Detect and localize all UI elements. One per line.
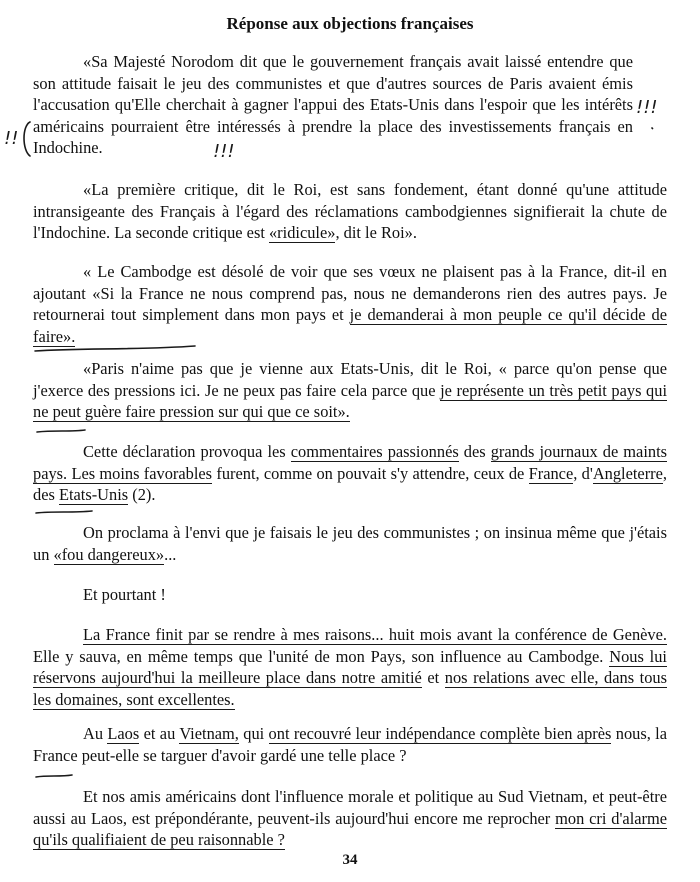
text-run: Et nos amis américains dont l'influence morale et politique au Sud Vietnam, et peut-être aussi au Laos, est prépondérante, peuvent-ils aujourd'hui encore me reprocher [33, 787, 667, 828]
text-run: qui [238, 724, 269, 743]
text-run: et [421, 668, 445, 687]
paragraph-9 [33, 723, 667, 766]
paragraph-3 [33, 261, 667, 347]
underlined-text: «fou dangereux» [53, 544, 165, 564]
text-run: furent, comme on pouvait s'y attendre, ceux de [212, 463, 529, 483]
handwritten-bracket [24, 122, 30, 156]
paragraph-7: Et pourtant ! [83, 585, 166, 604]
paragraph-4 [33, 358, 667, 423]
paragraph-8 [33, 624, 667, 710]
text-run: Elle y sauva, en même temps que l'unité de mon Pays, son influence au Cambodge. [33, 646, 610, 666]
handwritten-exclamations-right: !!! [636, 97, 658, 118]
paragraph-4-text: «Paris n'aime pas que je vienne aux Etats-Unis, dit le Roi, « parce qu'on pense que j'exerce des pressions ici. Je ne peux pas faire cela parce que [33, 359, 667, 400]
text-run: et au [139, 724, 180, 743]
underlined-text: France [528, 463, 574, 483]
handwritten-dash [36, 775, 72, 777]
paragraph-1: «Sa Majesté Norodom dit que le gouvernement français avait laissé entendre que son attitude faisait le jeu des communistes et que d'autres sources de Paris avaient émis l'accusation qu'Elle cherchait à gagner l'appui des Etats-Unis dans l'espoir que les intérêts américains pourraient être intéressés à prendre la place des investissements français en Indochine. [33, 52, 633, 157]
handwritten-dash [37, 430, 85, 432]
underlined-text: Laos [107, 724, 140, 743]
paragraph-10 [33, 786, 667, 851]
paragraph-2-text: «La première critique, dit le Roi, est sans fondement, étant donné qu'une attitude intransigeante des Français à l'égard des réclamations cambodgiennes signifierait la chute de l'Indochine. La seconde critique est [33, 180, 667, 242]
underlined-text: je demanderai à mon peuple ce qu'il décide de faire». [33, 305, 667, 346]
paragraph-6 [33, 522, 667, 565]
text-run: nous, la France peut-elle se targuer d'avoir gardé une telle place ? [33, 724, 667, 765]
underlined-text: mon cri d'alarme qu'ils qualifiaient de peu raisonnable ? [33, 808, 668, 849]
paragraph-2-text-end: , dit le Roi». [335, 223, 417, 242]
page-title: Réponse aux objections françaises [226, 14, 474, 33]
paragraph-5 [33, 441, 667, 506]
underlined-text: ont recouvré leur indépendance complète bien après [268, 724, 612, 743]
handwritten-dash [36, 511, 92, 513]
paragraph-3-text: « Le Cambodge est désolé de voir que ses vœux ne plaisent pas à la France, dit-il en ajoutant «Si la France ne nous comprend pas, nous ne demanderons rien des autres pays. Je retournerai tout simplement dans mon pays et [33, 262, 667, 324]
text-run: , des [33, 463, 667, 504]
text-run: (2). [128, 485, 156, 504]
underlined-text: Etats-Unis [58, 485, 129, 504]
text-run: On proclama à l'envi que je faisais le jeu des communistes ; on insinua même que j'étais un [33, 523, 667, 564]
text-run: ... [164, 544, 177, 564]
handwritten-dot [652, 128, 653, 129]
text-run: , d' [573, 463, 593, 483]
underlined-text: Vietnam, [179, 724, 239, 743]
text-run: Cette déclaration provoqua les [83, 442, 291, 461]
paragraph-2 [33, 179, 667, 244]
page-number: 34 [342, 852, 358, 868]
text-run: des [458, 442, 491, 461]
underlined-text: Angleterre [592, 463, 663, 483]
underlined-text: nos relations avec elle, dans tous les domaines, sont excellentes. [33, 668, 667, 709]
underlined-text: Nous lui réservons aujourd'hui la meilleure place dans notre amitié [33, 646, 667, 687]
underlined-text: «ridicule» [268, 223, 336, 242]
handwritten-exclamations-left: !! [4, 128, 19, 149]
text-run: Au [83, 724, 108, 743]
underlined-text: commentaires passionnés [290, 442, 459, 461]
handwritten-exclamations-inline: !!! [213, 141, 235, 162]
underlined-text: je représente un très petit pays qui ne peut guère faire pression sur qui que ce soit». [33, 380, 667, 421]
underlined-text: La France finit par se rendre à mes raisons... huit mois avant la conférence de Genève. [83, 625, 667, 644]
underlined-text: grands journaux de maints pays. Les moins favorables [33, 442, 667, 483]
